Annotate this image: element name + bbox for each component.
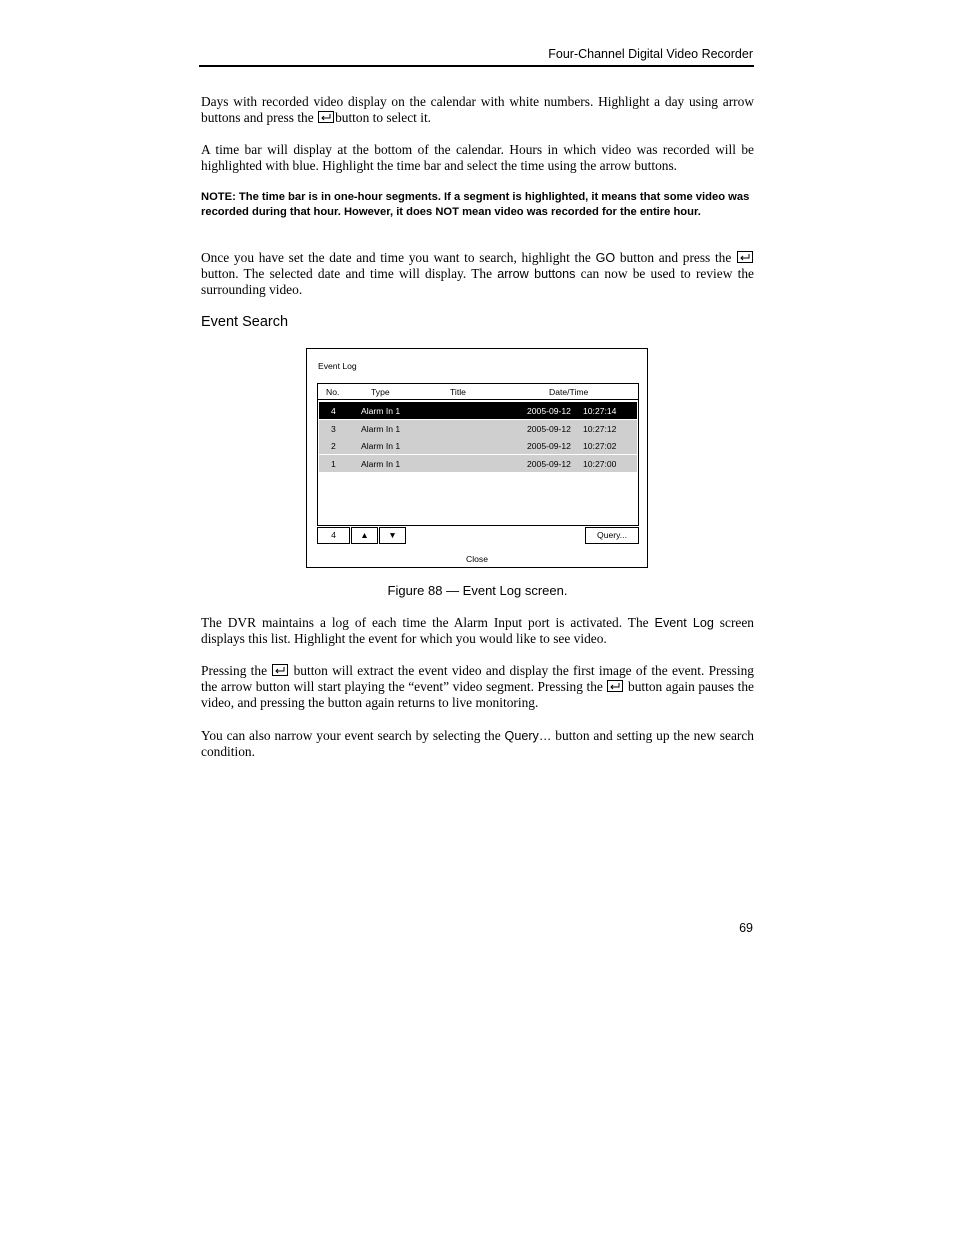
paragraph-text: The DVR maintains a log of each time the Alarm Input port is activated. The [201, 615, 649, 630]
paragraph-event-log [201, 615, 754, 647]
row-type: Alarm In 1 [361, 441, 401, 451]
table-empty-area [319, 474, 637, 524]
paragraph-text: button and setting up the new search condition. [201, 728, 754, 760]
down-arrow-icon: ▼ [388, 530, 397, 540]
event-log-screen [306, 348, 648, 568]
page-number: 69 [739, 921, 753, 935]
event-log-title: Event Log [318, 361, 357, 371]
figure-caption: Figure 88 — Event Log screen. [387, 583, 568, 598]
paragraph-text: Days with recorded video display on the calendar with white numbers. Highlight a day using arrow buttons and press the [201, 94, 754, 126]
row-time: 10:27:12 [583, 424, 617, 434]
paragraph-text: can now be used to review the surrounding video. [201, 266, 754, 298]
paragraph-text: button. The selected date and time will display. The [201, 266, 493, 282]
arrow-buttons-term: arrow buttons [497, 267, 576, 282]
row-date: 2005-09-12 [527, 406, 571, 416]
event-log-term: Event Log [654, 616, 714, 630]
close-button[interactable]: Close [466, 554, 488, 564]
table-row[interactable] [319, 402, 637, 419]
paragraph-text: Once you have set the date and time you want to search, highlight the [201, 250, 591, 265]
paragraph-text: button will extract the event video and display the first image of the event. Pressing the arrow button will start playing the “event” video segment. Pressing the [201, 663, 754, 695]
paragraph-playback [201, 663, 754, 712]
paragraph-text: screen displays this list. Highlight the event for which you would like to see video. [201, 615, 754, 647]
table-header [318, 384, 638, 400]
row-type: Alarm In 1 [361, 424, 401, 434]
enter-key-icon [272, 664, 288, 676]
row-date: 2005-09-12 [527, 459, 571, 469]
table-row[interactable] [319, 455, 637, 472]
paragraph-text: button and press the [619, 250, 732, 265]
paragraph-query [201, 728, 754, 760]
column-header-type: Type [371, 387, 390, 397]
row-time: 10:27:02 [583, 441, 617, 451]
query-button[interactable]: Query... [585, 527, 639, 544]
enter-key-icon [737, 251, 753, 263]
header-rule [199, 65, 754, 67]
page-number-field[interactable]: 4 [317, 527, 350, 544]
go-button-term: GO [595, 251, 616, 265]
paragraph-text: button again pauses the video, and pressing the button again returns to live monitoring. [201, 679, 754, 711]
page-up-button[interactable] [351, 527, 378, 544]
row-type: Alarm In 1 [361, 406, 401, 416]
paragraph-text: You can also narrow your event search by selecting the [201, 728, 501, 743]
row-no: 1 [331, 459, 336, 469]
column-header-title: Title [450, 387, 466, 397]
enter-key-icon [318, 111, 334, 123]
row-no: 2 [331, 441, 336, 451]
page-down-button[interactable] [379, 527, 406, 544]
enter-key-icon [607, 680, 623, 692]
paragraph-calendar [201, 94, 754, 126]
row-time: 10:27:14 [583, 406, 617, 416]
row-time: 10:27:00 [583, 459, 617, 469]
up-arrow-icon: ▲ [360, 530, 369, 540]
row-type: Alarm In 1 [361, 459, 401, 469]
paragraph-time-bar: A time bar will display at the bottom of the calendar. Hours in which video was recorded will be highlighted with blue. Highlight the time bar and select the time using the arrow buttons. [201, 142, 754, 174]
running-header: Four-Channel Digital Video Recorder [548, 47, 753, 61]
row-no: 3 [331, 424, 336, 434]
query-term: Query… [504, 729, 552, 743]
row-no: 4 [331, 406, 336, 416]
table-row[interactable] [319, 420, 637, 437]
column-header-no: No. [326, 387, 340, 397]
row-date: 2005-09-12 [527, 424, 571, 434]
paragraph-text: button to select it. [335, 110, 432, 126]
row-date: 2005-09-12 [527, 441, 571, 451]
paragraph-text: Pressing the [201, 663, 268, 678]
table-row[interactable] [319, 437, 637, 454]
note-paragraph: NOTE: The time bar is in one-hour segments. If a segment is highlighted, it means that some video was recorded during that hour. However, it does NOT mean video was recorded for the entire hour. [201, 191, 750, 218]
event-log-table [317, 383, 639, 526]
section-heading: Event Search [201, 314, 289, 330]
column-header-datetime: Date/Time [549, 387, 589, 397]
paragraph-go [201, 250, 754, 299]
